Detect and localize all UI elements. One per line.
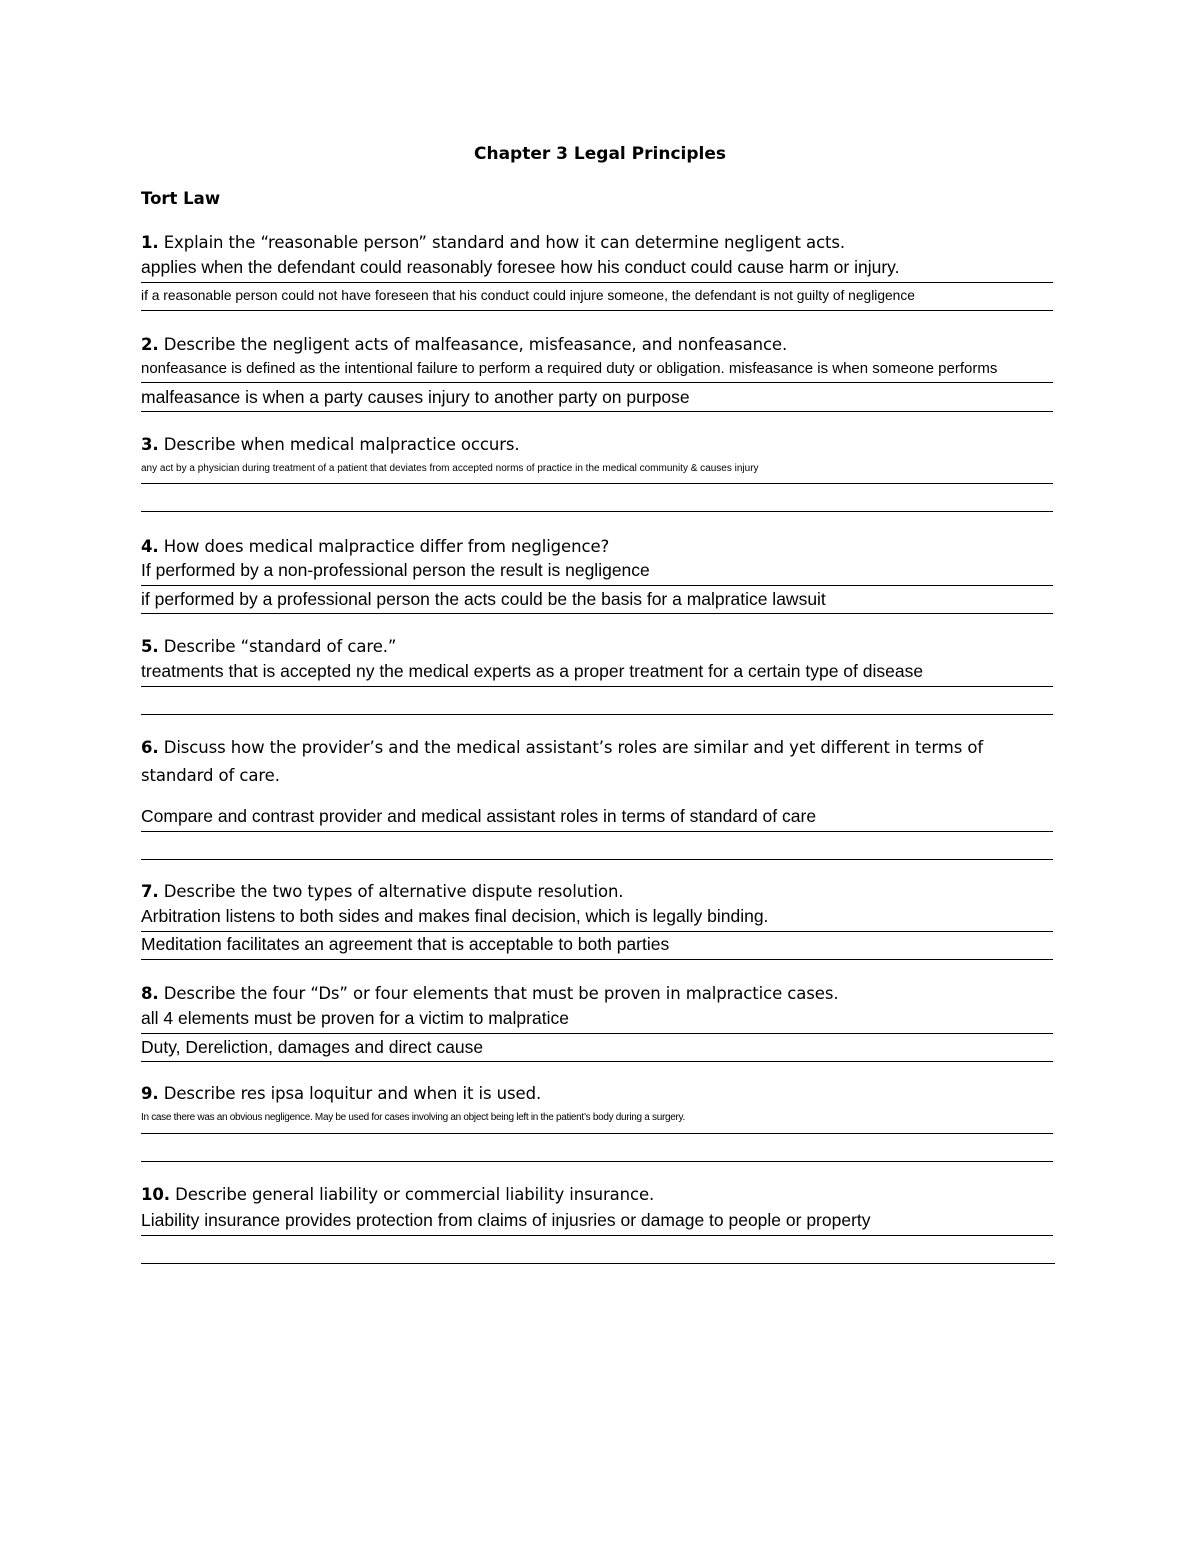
answer-1-line-2: if a reasonable person could not have foreseen that his conduct could injure someone, the defendant is not guilty of negligence [141,288,915,303]
question-text: Describe res ipsa loquitur and when it is used. [158,1084,542,1103]
question-6 [141,734,1046,790]
answer-line [141,714,1053,715]
answer-line [141,1263,1055,1264]
answer-line [141,282,1053,283]
answer-line [141,831,1053,832]
question-number: 10. [141,1185,170,1204]
answer-1-line-1: applies when the defendant could reasonably foresee how his conduct could cause harm or injury. [141,257,900,277]
answer-line [141,1235,1053,1236]
question-number: 4. [141,537,159,556]
question-9 [141,1084,541,1103]
answer-line [141,1161,1053,1162]
question-number: 5. [141,637,159,656]
answer-line [141,585,1053,586]
answer-7-line-1: Arbitration listens to both sides and makes final decision, which is legally binding. [141,906,769,926]
answer-5-line-1: treatments that is accepted ny the medical experts as a proper treatment for a certain type of disease [141,661,924,681]
question-10 [141,1185,654,1204]
answer-2-line-2: malfeasance is when a party causes injury to another party on purpose [141,387,690,407]
question-number: 9. [141,1084,159,1103]
answer-7-line-2: Meditation facilitates an agreement that is acceptable to both parties [141,934,670,954]
page-title: Chapter 3 Legal Principles [474,144,726,164]
question-3 [141,435,520,454]
question-text: Describe the four “Ds” or four elements that must be proven in malpractice cases. [158,984,839,1003]
question-number: 6. [141,738,159,757]
answer-4-line-2: if performed by a professional person the acts could be the basis for a malpratice lawsuit [141,589,826,609]
answer-9-line-1: In case there was an obvious negligence. May be used for cases involving an object being left in the patient’s body during a surgery. [141,1112,685,1123]
question-number: 8. [141,984,159,1003]
question-number: 2. [141,335,159,354]
answer-line [141,382,1053,383]
answer-3-line-1: any act by a physician during treatment of a patient that deviates from accepted norms of practice in the medical community & causes injury [141,463,759,474]
answer-line [141,931,1053,932]
question-text: Describe the two types of alternative dispute resolution. [158,882,624,901]
answer-4-line-1: If performed by a non-professional person the result is negligence [141,560,650,580]
question-text: Describe when medical malpractice occurs. [158,435,520,454]
question-text: Discuss how the provider’s and the medical assistant’s roles are similar and yet different in terms of standard of care. [141,738,984,785]
answer-8-line-2: Duty, Dereliction, damages and direct cause [141,1037,484,1057]
answer-line [141,483,1053,484]
question-text: Describe general liability or commercial liability insurance. [169,1185,655,1204]
question-number: 7. [141,882,159,901]
question-number: 1. [141,233,159,252]
question-8 [141,984,838,1003]
answer-line [141,511,1053,512]
question-5 [141,637,396,656]
answer-line [141,1033,1053,1034]
question-text: Explain the “reasonable person” standard and how it can determine negligent acts. [158,233,846,252]
question-4 [141,537,609,556]
answer-10-line-1: Liability insurance provides protection from claims of injusries or damage to people or property [141,1210,871,1230]
answer-8-line-1: all 4 elements must be proven for a victim to malpratice [141,1008,569,1028]
answer-6-line-1: Compare and contrast provider and medical assistant roles in terms of standard of care [141,806,817,826]
answer-line [141,686,1053,687]
section-heading: Tort Law [141,189,221,208]
answer-line [141,613,1053,614]
question-1 [141,233,845,252]
answer-line [141,1061,1053,1062]
answer-line [141,859,1053,860]
question-2 [141,335,787,354]
answer-line [141,1133,1053,1134]
question-7 [141,882,623,901]
answer-line [141,310,1053,311]
question-text: How does medical malpractice differ from negligence? [158,537,610,556]
answer-line [141,411,1053,412]
answer-2-line-1: nonfeasance is defined as the intentional failure to perform a required duty or obligation. misfeasance is when someone performs [141,360,998,377]
question-number: 3. [141,435,159,454]
question-text: Describe “standard of care.” [158,637,397,656]
answer-line [141,959,1053,960]
question-text: Describe the negligent acts of malfeasance, misfeasance, and nonfeasance. [158,335,788,354]
